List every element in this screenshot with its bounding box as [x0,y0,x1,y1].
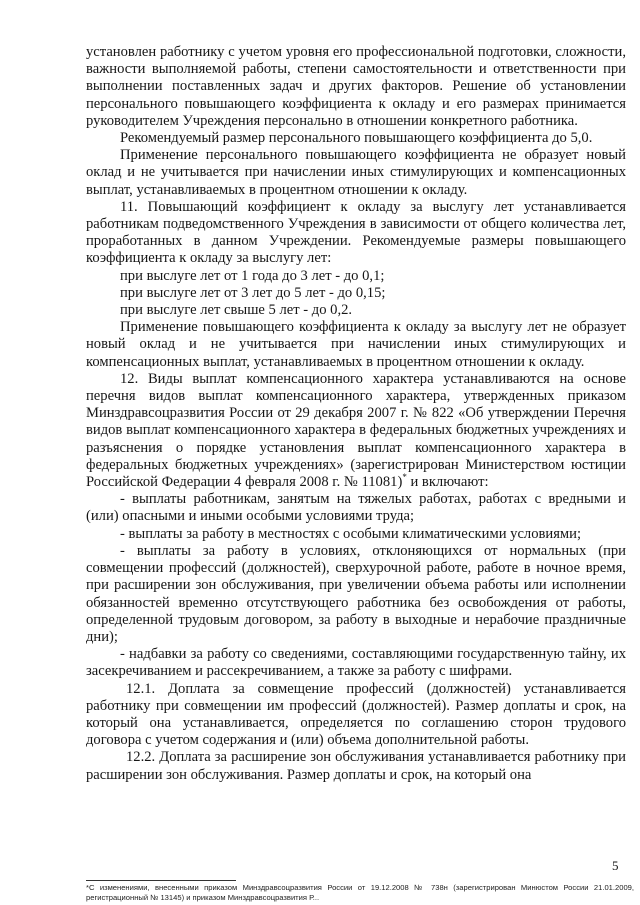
paragraph: установлен работнику с учетом уровня его профессиональной подготовки, сложности, важности выполняемой работы, степени самостоятельности и ответственности при выполнении поставленных задач и других факторов. Решение об установлении персонального повышающего коэффициента к окладу и его размерах принимается руководителем Учреждения персонально в отношении конкретного работника. [86,44,626,129]
page-number: 5 [612,858,619,873]
paragraph-text: 12. Виды выплат компенсационного характера устанавливаются на основе перечня видов выплат компенсационного характера, утвержденных приказом Минздравсоцразвития России от 29 декабря 2007 г. № 822 «Об утверждении Перечня видов выплат компенсационного характера в федеральных бюджетных учреждениях и разъяснения о порядке установления выплат компенсационного характера в федеральных бюджетных учреждениях» (зарегистрирован Министерством юстиции Российской Федерации 4 февраля 2008 г. № 11081) [86,370,626,491]
document-body [86,44,626,784]
paragraph-item-12-1: 12.1. Доплата за совмещение профессий (должностей) устанавливается работнику при совмещении им профессий (должностей). Размер доплаты и срок, на который она устанавливается, определяется по соглашению сторон трудового договора с учетом содержания и (или) объема дополнительной работы. [86,680,626,749]
paragraph: Рекомендуемый размер персонального повышающего коэффициента до 5,0. [120,130,593,147]
paragraph-item-12-2: 12.2. Доплата за расширение зон обслуживания устанавливается работнику при расширении зон обслуживания. Размер доплаты и срок, на который она [86,749,626,783]
footnote: *С изменениями, внесенными приказом Минздравсоцразвития России от 19.12.2008 № 738н (зарегистрирован Минюстом России 21.01.2009, регистрационный № 13145) и приказом Минздравсоцразвития Р... [86,883,634,902]
list-item: - выплаты работникам, занятым на тяжелых работах, работах с вредными и (или) опасными и иными особыми условиями труда; [86,491,626,525]
list-item: - надбавки за работу со сведениями, составляющими государственную тайну, их засекречиванием и рассекречиванием, а также за работу с шифрами. [86,646,626,680]
list-item: - выплаты за работу в условиях, отклоняющихся от нормальных (при совмещении профессий (должностей), сверхурочной работе, работе в ночное время, при расширении зон обслуживания, при увеличении объема работы или исполнении обязанностей временно отсутствующего работника без освобождения от работы, определенной трудовым договором, за работу в выходные и нерабочие праздничные дни); [86,542,626,645]
list-item: - выплаты за работу в местностях с особыми климатическими условиями; [120,525,582,542]
footnote-divider [86,880,236,881]
paragraph: Применение персонального повышающего коэффициента не образует новый оклад и не учитывается при начислении иных стимулирующих и компенсационных выплат, устанавливаемых в процентном отношении к окладу. [86,147,626,198]
list-item: при выслуге лет от 1 года до 3 лет - до 0,1; [120,267,385,284]
paragraph: Применение повышающего коэффициента к окладу за выслугу лет не образует новый оклад и не учитывается при начислении иных стимулирующих и компенсационных выплат, устанавливаемых в процентном отношении к окладу. [86,319,626,370]
footnote-marker: * [402,472,407,483]
list-item: при выслуге лет свыше 5 лет - до 0,2. [120,302,353,319]
paragraph-item-11: 11. Повышающий коэффициент к окладу за выслугу лет устанавливается работникам подведомственного Учреждения в зависимости от общего количества лет, проработанных в данном Учреждении. Рекомендуемые размеры повышающего коэффициента к окладу за выслугу лет: [86,198,626,267]
paragraph-item-12 [86,371,626,491]
paragraph-tail: и включают: [410,474,489,491]
list-item: при выслуге лет от 3 лет до 5 лет - до 0,15; [120,284,386,301]
